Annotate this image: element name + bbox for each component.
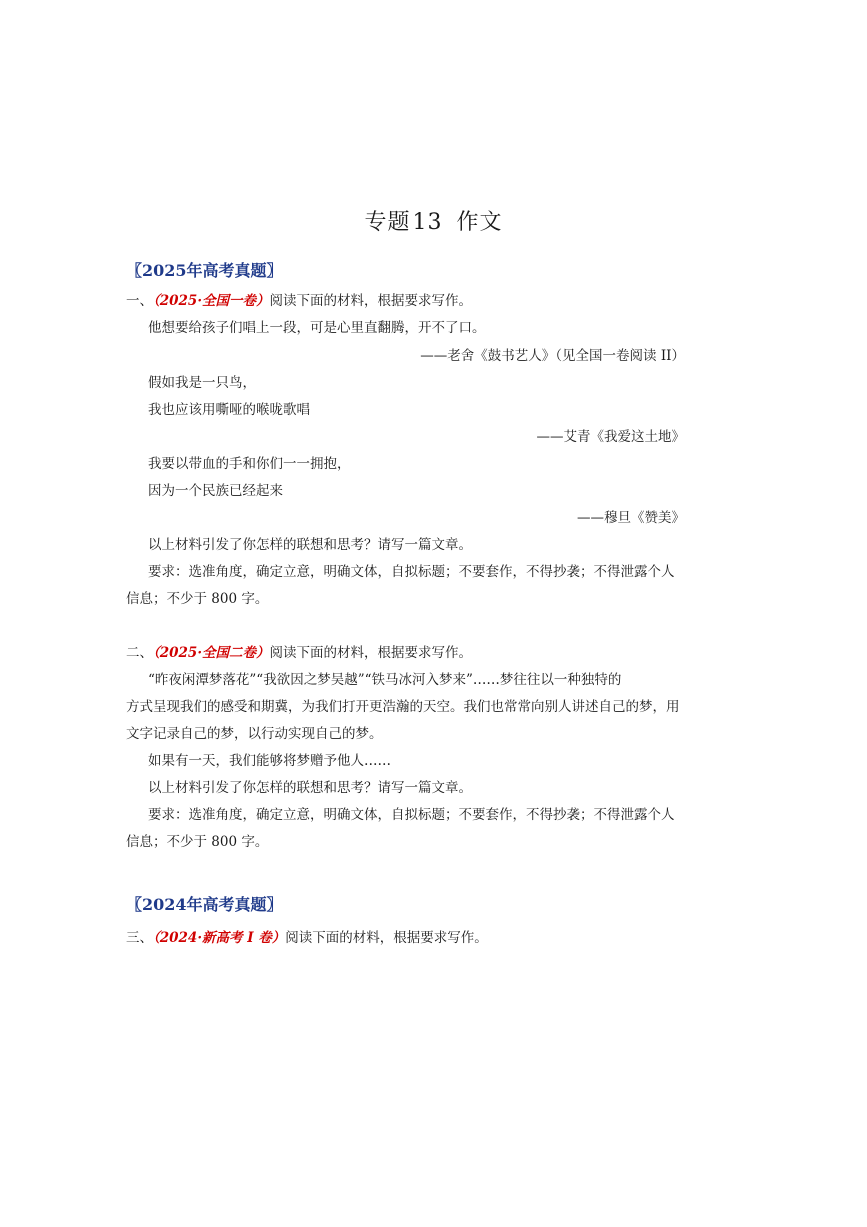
title-suffix: 作文 [456, 210, 503, 235]
question-source: （2025·全国一卷） [153, 293, 270, 309]
material-line: 我也应该用嘶哑的喉咙歌唱 [148, 402, 310, 418]
title-number: 13 [412, 210, 443, 235]
attribution: ——穆旦《赞美》 [577, 510, 685, 526]
question-instruction: 阅读下面的材料，根据要求写作。 [269, 293, 473, 309]
section-heading-2024: 〖2024年高考真题〗 [126, 895, 283, 914]
question-source: （2025·全国二卷） [153, 645, 270, 661]
section-heading-2025: 〖2025年高考真题〗 [126, 261, 283, 280]
question-1-header [126, 291, 472, 311]
question-source: （2024·新高考 I 卷） [153, 930, 286, 946]
question-instruction: 阅读下面的材料，根据要求写作。 [285, 930, 488, 946]
requirement-line: 信息；不少于 800 字。 [126, 591, 269, 607]
title-prefix: 专题 [364, 210, 411, 235]
material-line: 方式呈现我们的感受和期冀，为我们打开更浩瀚的天空。我们也常常向别人讲述自己的梦，用 [126, 699, 680, 715]
material-line: 他想要给孩子们唱上一段，可是心里直翻腾，开不了口。 [148, 320, 486, 336]
question-2-header [126, 643, 472, 663]
requirement-line: 要求：选准角度，确定立意，明确文体，自拟标题；不要套作，不得抄袭；不得泄露个人 [148, 564, 675, 580]
question-number: 三、 [126, 930, 153, 946]
question-number: 一、 [126, 293, 153, 309]
attribution: ——艾青《我爱这土地》 [536, 429, 685, 445]
material-line: 假如我是一只鸟， [148, 375, 256, 391]
prompt-line: 以上材料引发了你怎样的联想和思考？请写一篇文章。 [148, 537, 472, 553]
material-line: 文字记录自己的梦，以行动实现自己的梦。 [126, 726, 383, 742]
question-number: 二、 [126, 645, 153, 661]
material-line: 因为一个民族已经起来 [148, 483, 283, 499]
question-instruction: 阅读下面的材料，根据要求写作。 [269, 645, 473, 661]
prompt-line: 以上材料引发了你怎样的联想和思考？请写一篇文章。 [148, 780, 472, 796]
question-3-header [126, 928, 488, 948]
requirement-line: 要求：选准角度，确定立意，明确文体，自拟标题；不要套作，不得抄袭；不得泄露个人 [148, 807, 675, 823]
material-line: 如果有一天，我们能够将梦赠予他人…… [148, 753, 391, 769]
material-line: 我要以带血的手和你们一一拥抱， [148, 456, 351, 472]
material-line: “昨夜闲潭梦落花”“我欲因之梦吴越”“铁马冰河入梦来”……梦往往以一种独特的 [148, 672, 622, 688]
page-title [0, 205, 867, 236]
requirement-line: 信息；不少于 800 字。 [126, 834, 269, 850]
attribution: ——老舍《鼓书艺人》（见全国一卷阅读 II） [420, 348, 685, 364]
